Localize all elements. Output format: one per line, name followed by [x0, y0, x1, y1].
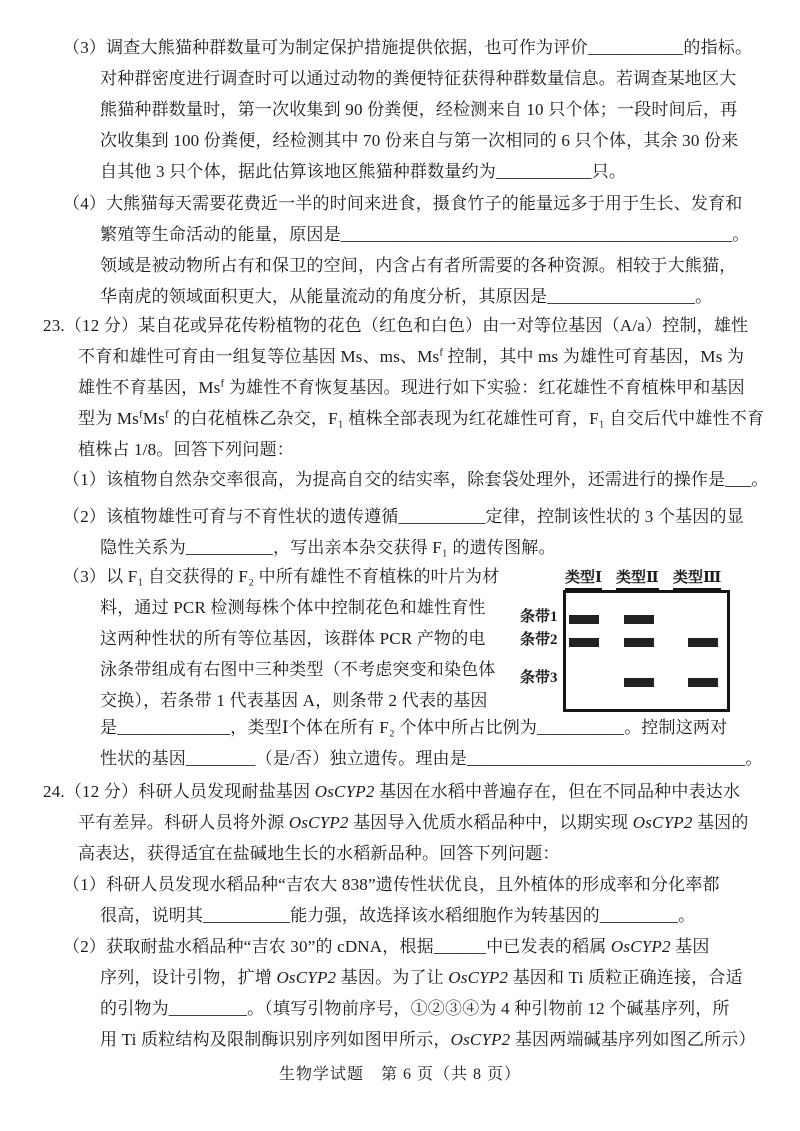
- q24-intro-line-1: 24.（12 分）科研人员发现耐盐基因 OsCYP2 基因在水稻中普遍存在，但在不同品种中表达水: [43, 782, 741, 801]
- q23-item-3-cont: [0, 712, 800, 774]
- q24-i2-line-4: 用 Ti 质粒结构及限制酶识别序列如图甲所示，OsCYP2 基因两端碱基序列如图乙所示）: [100, 1030, 756, 1049]
- q24-item-1: [0, 869, 800, 931]
- q23-intro-line-4: 型为 Ms$^f$Ms$^f$ 的白花植株乙杂交，F₁ 植株全部表现为红花雄性可育，F₁ 自交后代中雄性不育: [78, 408, 765, 428]
- gel-band: [569, 638, 599, 647]
- gel-row-label-band3: 条带3: [520, 670, 558, 686]
- gel-column-header-type1: 类型Ⅰ: [565, 568, 602, 590]
- gel-box: [563, 590, 730, 712]
- q23-intro: [0, 310, 800, 465]
- q23-i3-line-6: 是_____________，类型Ⅰ个体在所有 F₂ 个体中所占比例为__________。控制这两对: [100, 718, 728, 737]
- q23-i3-line-7: 性状的基因________（是/否）独立遗传。理由是________________________________。: [100, 749, 763, 768]
- q23-i2-line-2: 隐性关系为__________，写出亲本杂交获得 F₁ 的遗传图解。: [100, 538, 556, 557]
- q22-i3-line-2: 对种群密度进行调查时可以通过动物的粪便特征获得种群数量信息。若调查某地区大: [100, 69, 737, 88]
- q24-i2-line-3: 的引物为_________。（填写引物前序号，①②③④为 4 种引物前 12 个碱基序列，所: [100, 999, 730, 1018]
- q22-i3-line-1: （3）调查大熊猫种群数量可为制定保护措施提供依据，也可作为评价___________的指标。: [63, 38, 753, 57]
- q23-item-2: [0, 501, 800, 563]
- q22-i4-line-4: 华南虎的领域面积更大，从能量流动的角度分析，其原因是_________________。: [100, 287, 713, 306]
- q23-i3-line-1: （3）以 F₁ 自交获得的 F₂ 中所有雄性不育植株的叶片为材: [63, 567, 500, 586]
- q22-item-4: [0, 188, 800, 312]
- q24-i1-line-2: 很高，说明其__________能力强，故选择该水稻细胞作为转基因的_________。: [100, 906, 696, 925]
- q24-i1-line-1: （1）科研人员发现水稻品种“吉农大 838”遗传性状优良，且外植体的形成率和分化率都: [63, 875, 720, 894]
- q22-i3-line-4: 次收集到 100 份粪便，经检测其中 70 份来自与第一次相同的 6 只个体，其余 30 份来: [100, 131, 739, 150]
- q24-i2-line-2: 序列，设计引物，扩增 OsCYP2 基因。为了让 OsCYP2 基因和 Ti 质粒正确连接，合适: [100, 968, 743, 987]
- gel-band: [688, 678, 718, 687]
- gel-row-label-band1: 条带1: [520, 609, 558, 625]
- q24-intro-line-3: 高表达，获得适宜在盐碱地生长的水稻新品种。回答下列问题：: [78, 844, 560, 863]
- q22-i4-line-2: 繁殖等生命活动的能量，原因是_____________________________________________。: [100, 225, 750, 244]
- q23-i2-line-1: （2）该植物雄性可育与不育性状的遗传遵循__________定律，控制该性状的 3 个基因的显: [63, 507, 744, 526]
- q23-i3-line-3: 这两种性状的所有等位基因，该群体 PCR 产物的电: [100, 629, 486, 648]
- gel-electrophoresis-figure: [520, 560, 780, 715]
- q22-i4-line-1: （4）大熊猫每天需要花费近一半的时间来进食，摄食竹子的能量远多于用于生长、发育和: [63, 194, 743, 213]
- gel-band: [624, 678, 654, 687]
- gel-band: [688, 638, 718, 647]
- q23-intro-line-5: 植株占 1/8。回答下列问题：: [78, 440, 294, 459]
- q23-intro-line-2: 不育和雄性可育由一组复等位基因 Ms、ms、Ms$^f$ 控制，其中 ms 为雄性可育基因，Ms 为: [78, 346, 745, 366]
- q22-i4-line-3: 领域是被动物所占有和保卫的空间，内含占有者所需要的各种资源。相较于大熊猫，: [100, 256, 737, 275]
- q23-intro-line-1: 23.（12 分）某自花或异花传粉植物的花色（红色和白色）由一对等位基因（A/a）控制，雄性: [43, 316, 749, 335]
- q24-intro-line-2: 平有差异。科研人员将外源 OsCYP2 基因导入优质水稻品种中，以期实现 OsCYP2 基因的: [78, 813, 749, 832]
- q22-i3-line-5: 自其他 3 只个体，据此估算该地区熊猫种群数量约为___________只。: [100, 162, 627, 181]
- q23-i3-line-2: 料，通过 PCR 检测每株个体中控制花色和雄性育性: [100, 598, 486, 617]
- q23-item-1: [0, 464, 800, 495]
- gel-column-header-type2: 类型Ⅱ: [616, 568, 659, 590]
- q23-i3-line-5: 交换），若条带 1 代表基因 A，则条带 2 代表的基因: [100, 691, 488, 710]
- q24-i2-line-1: （2）获取耐盐水稻品种“吉农 30”的 cDNA，根据______中已发表的稻属 OsCYP2 基因: [63, 937, 710, 956]
- gel-band: [624, 638, 654, 647]
- q24-intro: [0, 776, 800, 869]
- q22-item-3: [0, 32, 800, 187]
- page-footer: 生物学试题 第 6 页（共 8 页）: [278, 1066, 521, 1083]
- q22-i3-line-3: 熊猫种群数量时，第一次收集到 90 份粪便，经检测来自 10 只个体；一段时间后，再: [100, 100, 738, 119]
- gel-band: [624, 615, 654, 624]
- q23-intro-line-3: 雄性不育基因，Ms$^f$ 为雄性不育恢复基因。现进行如下实验：红花雄性不育植株甲和基因: [78, 377, 745, 397]
- gel-column-header-type3: 类型Ⅲ: [673, 568, 721, 590]
- gel-band: [569, 615, 599, 624]
- q23-i3-line-4: 泳条带组成有右图中三种类型（不考虑突变和染色体: [100, 660, 496, 679]
- gel-row-label-band2: 条带2: [520, 632, 558, 648]
- q23-i1-line-1: （1）该植物自然杂交率很高，为提高自交的结实率，除套袋处理外，还需进行的操作是___。: [63, 470, 769, 489]
- q24-item-2: [0, 931, 800, 1055]
